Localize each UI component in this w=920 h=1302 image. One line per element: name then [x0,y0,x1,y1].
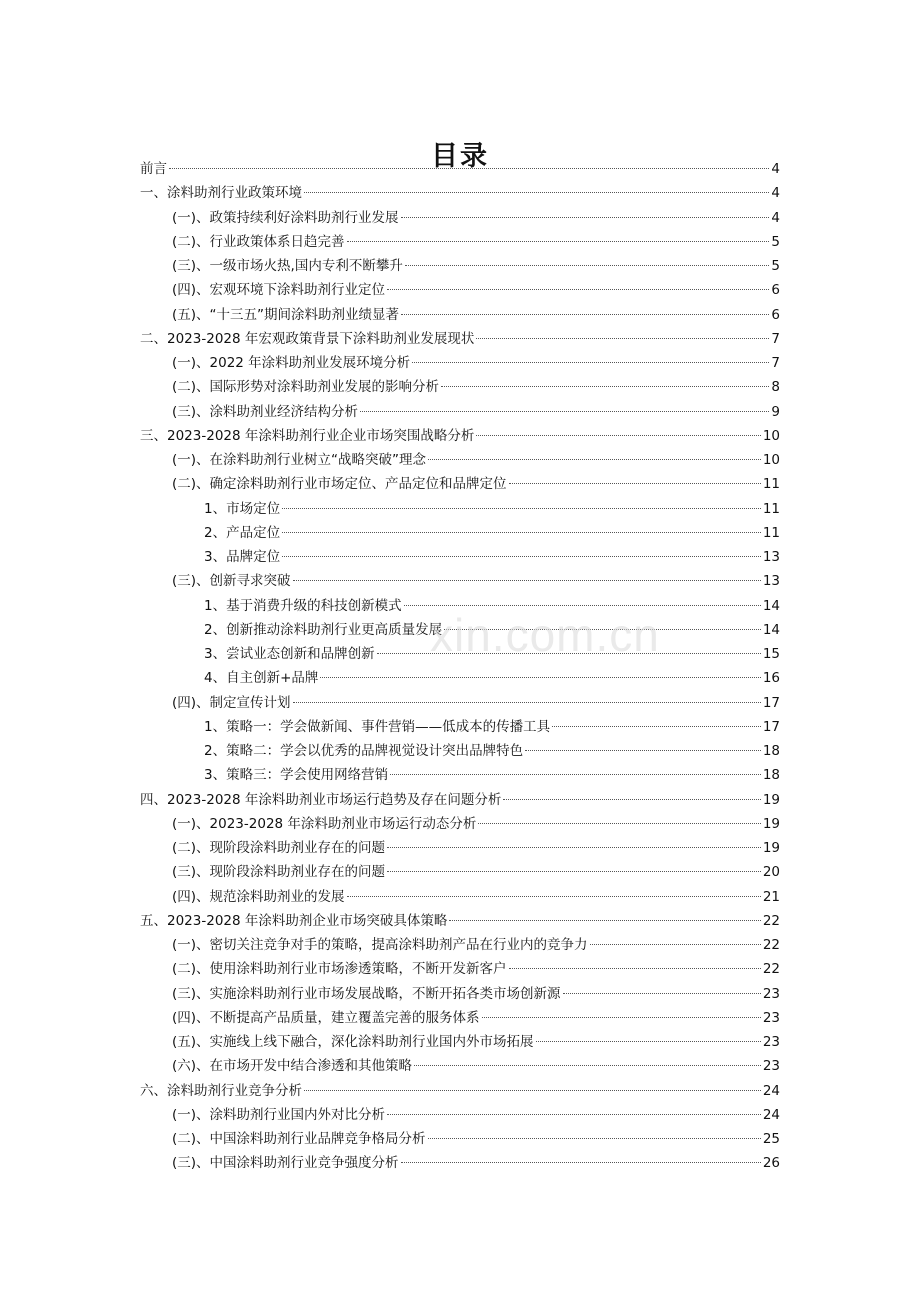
toc-entry-text: 3、品牌定位 [204,549,281,565]
toc-entry-text: (二)、国际形势对涂料助剂业发展的影响分析 [172,379,440,396]
toc-leader-dots [387,847,761,848]
toc-entry-text: (四)、不断提高产品质量，建立覆盖完善的服务体系 [172,1009,480,1026]
toc-leader-dots [552,726,761,727]
toc-page-number: 17 [762,718,780,735]
toc-page-number: 18 [762,743,780,759]
toc-entry-text: (五)、实施线上线下融合，深化涂料助剂行业国内外市场拓展 [172,1034,534,1050]
toc-entry[interactable] [140,642,780,666]
toc-entry[interactable] [140,666,780,690]
toc-page-number: 18 [762,767,780,784]
toc-entry[interactable] [140,375,780,399]
toc-leader-dots [590,944,761,945]
toc-page-number: 23 [762,1058,780,1075]
toc-entry-text: (三)、一级市场火热,国内专利不断攀升 [172,258,403,274]
toc-entry[interactable] [140,691,780,715]
toc-page-number: 5 [771,258,780,274]
toc-page-number: 19 [762,840,780,856]
toc-leader-dots [482,1017,761,1018]
toc-entry[interactable] [140,1054,780,1078]
toc-page-number: 15 [762,646,780,662]
toc-entry-text: (三)、现阶段涂料助剂业存在的问题 [172,864,386,881]
toc-entry[interactable] [140,763,780,787]
toc-leader-dots [304,192,769,193]
toc-entry[interactable] [140,836,780,860]
toc-entry-text: (三)、涂料助剂业经济结构分析 [172,403,359,420]
toc-leader-dots [478,823,760,824]
toc-entry-text: 2、产品定位 [204,524,281,541]
toc-leader-dots [282,556,761,557]
toc-entry-text: 4、自主创新+品牌 [204,670,319,687]
toc-leader-dots [476,338,769,339]
toc-leader-dots [441,386,769,387]
toc-entry-text: (一)、2023-2028 年涂料助剂业市场运行动态分析 [172,815,477,832]
toc-entry-text: (二)、现阶段涂料助剂业存在的问题 [172,840,386,856]
toc-entry-text: (四)、宏观环境下涂料助剂行业定位 [172,282,386,299]
toc-leader-dots [401,1162,761,1163]
toc-entry-text: (四)、制定宣传计划 [172,694,291,711]
toc-entry-text: (一)、涂料助剂行业国内外对比分析 [172,1106,386,1123]
toc-leader-dots [387,1114,761,1115]
toc-leader-dots [428,1138,761,1139]
toc-page-number: 10 [762,427,780,444]
toc-leader-dots [525,750,761,751]
toc-page-number: 7 [771,355,780,371]
toc-page-number: 19 [762,791,780,808]
toc-entry-text: 四、2023-2028 年涂料助剂业市场运行趋势及存在问题分析 [140,791,502,808]
toc-entry-text: 1、策略一：学会做新闻、事件营销——低成本的传播工具 [204,718,551,735]
table-of-contents [140,157,780,1176]
toc-entry-text: (一)、政策持续利好涂料助剂行业发展 [172,209,399,226]
toc-entry[interactable] [140,788,780,812]
toc-entry-text: (二)、使用涂料助剂行业市场渗透策略，不断开发新客户 [172,961,507,978]
toc-leader-dots [304,1090,761,1091]
toc-leader-dots [347,896,761,897]
toc-entry-text: 六、涂料助剂行业竞争分析 [140,1082,302,1099]
toc-page-number: 10 [762,452,780,468]
toc-leader-dots [536,1041,761,1042]
toc-leader-dots [347,241,770,242]
toc-page-number: 13 [762,549,780,565]
toc-page-number: 11 [762,476,780,493]
toc-entry[interactable] [140,569,780,593]
toc-entry[interactable] [140,472,780,496]
toc-page-number: 6 [771,282,780,299]
toc-leader-dots [293,702,761,703]
toc-entry[interactable] [140,1103,780,1127]
toc-entry[interactable] [140,885,780,909]
toc-entry-text: 2、策略二：学会以优秀的品牌视觉设计突出品牌特色 [204,743,524,759]
toc-leader-dots [449,920,760,921]
toc-page-number: 23 [762,985,780,1002]
toc-page-number: 7 [771,330,780,347]
toc-entry[interactable] [140,715,780,739]
toc-leader-dots [401,217,770,218]
toc-entry[interactable] [140,982,780,1006]
toc-page-number: 23 [762,1009,780,1026]
toc-entry[interactable] [140,933,780,957]
toc-page-number: 21 [762,888,780,905]
toc-leader-dots [169,168,769,169]
toc-entry[interactable] [140,230,780,254]
toc-entry-text: 二、2023-2028 年宏观政策背景下涂料助剂业发展现状 [140,330,475,347]
toc-leader-dots [401,314,769,315]
toc-leader-dots [320,677,760,678]
toc-entry-text: 2、创新推动涂料助剂行业更高质量发展 [204,621,443,638]
toc-entry[interactable] [140,303,780,327]
toc-entry[interactable] [140,497,780,521]
toc-leader-dots [390,774,761,775]
toc-entry-text: (六)、在市场开发中结合渗透和其他策略 [172,1058,413,1075]
toc-entry[interactable] [140,351,780,375]
toc-entry-text: (三)、中国涂料助剂行业竞争强度分析 [172,1155,399,1172]
toc-leader-dots [563,993,761,994]
toc-entry[interactable] [140,1006,780,1030]
toc-page-number: 11 [762,500,780,517]
toc-leader-dots [476,435,760,436]
toc-page-number: 4 [771,209,780,226]
toc-page-number: 14 [762,597,780,614]
toc-entry[interactable] [140,1030,780,1054]
toc-leader-dots [282,508,761,509]
toc-page-number: 11 [762,524,780,541]
toc-entry[interactable] [140,254,780,278]
toc-entry[interactable] [140,860,780,884]
toc-leader-dots [387,871,761,872]
toc-entry-text: (三)、实施涂料助剂行业市场发展战略，不断开拓各类市场创新源 [172,985,561,1002]
toc-page-number: 19 [762,815,780,832]
toc-leader-dots [509,968,761,969]
toc-entry-text: 1、市场定位 [204,500,281,517]
toc-entry-text: 3、尝试业态创新和品牌创新 [204,646,375,662]
toc-page-number: 16 [762,670,780,687]
toc-leader-dots [387,289,769,290]
toc-page-number: 22 [762,937,780,953]
toc-page-number: 20 [762,864,780,881]
toc-entry-text: 三、2023-2028 年涂料助剂行业企业市场突围战略分析 [140,427,475,444]
toc-entry[interactable] [140,278,780,302]
toc-page-number: 23 [762,1034,780,1050]
toc-page-number: 9 [771,403,780,420]
toc-entry-text: (二)、行业政策体系日趋完善 [172,233,345,250]
toc-entry[interactable] [140,206,780,230]
toc-entry[interactable] [140,618,780,642]
toc-entry-text: (五)、“十三五”期间涂料助剂业绩显著 [172,306,400,323]
toc-leader-dots [282,532,761,533]
toc-page-number: 4 [771,185,780,202]
toc-entry[interactable] [140,909,780,933]
toc-leader-dots [444,629,761,630]
toc-entry[interactable] [140,812,780,836]
toc-entry[interactable] [140,1079,780,1103]
toc-page-number: 6 [771,306,780,323]
toc-page-number: 4 [771,161,780,177]
toc-entry[interactable] [140,521,780,545]
toc-page-number: 14 [762,621,780,638]
toc-page-number: 22 [762,912,780,929]
toc-entry-text: (四)、规范涂料助剂业的发展 [172,888,345,905]
toc-entry-text: (一)、2022 年涂料助剂业发展环境分析 [172,355,411,371]
toc-entry[interactable] [140,1127,780,1151]
toc-page-number: 22 [762,961,780,978]
toc-leader-dots [428,459,761,460]
toc-entry[interactable] [140,545,780,569]
toc-leader-dots [360,411,769,412]
toc-entry-text: (一)、密切关注竞争对手的策略，提高涂料助剂产品在行业内的竞争力 [172,937,588,953]
toc-page-number: 13 [762,573,780,590]
toc-leader-dots [509,483,761,484]
toc-page-number: 5 [771,233,780,250]
toc-leader-dots [405,265,770,266]
toc-entry[interactable] [140,181,780,205]
toc-entry-text: 前言 [140,161,167,177]
toc-page-number: 26 [762,1155,780,1172]
toc-entry-text: (三)、创新寻求突破 [172,573,291,590]
toc-page-number: 25 [762,1131,780,1147]
toc-leader-dots [377,653,761,654]
toc-page-number: 24 [762,1106,780,1123]
toc-entry-text: 一、涂料助剂行业政策环境 [140,185,302,202]
toc-leader-dots [404,605,761,606]
toc-entry[interactable] [140,1151,780,1175]
toc-page-number: 8 [771,379,780,396]
toc-entry[interactable] [140,400,780,424]
toc-entry[interactable] [140,157,780,181]
toc-entry[interactable] [140,739,780,763]
toc-entry-text: (二)、中国涂料助剂行业品牌竞争格局分析 [172,1131,426,1147]
toc-entry-text: 1、基于消费升级的科技创新模式 [204,597,402,614]
toc-leader-dots [293,580,761,581]
toc-entry[interactable] [140,424,780,448]
page-title: 目录 [431,141,489,173]
toc-page-number: 17 [762,694,780,711]
toc-leader-dots [414,1065,761,1066]
toc-leader-dots [412,362,769,363]
toc-page-number: 24 [762,1082,780,1099]
toc-entry[interactable] [140,448,780,472]
toc-entry-text: 五、2023-2028 年涂料助剂企业市场突破具体策略 [140,912,448,929]
watermark: xin.com.cn [430,609,660,661]
toc-entry-text: 3、策略三：学会使用网络营销 [204,767,389,784]
toc-entry-text: (一)、在涂料助剂行业树立“战略突破”理念 [172,452,427,468]
toc-leader-dots [503,799,760,800]
toc-entry[interactable] [140,594,780,618]
toc-entry[interactable] [140,327,780,351]
toc-entry-text: (二)、确定涂料助剂行业市场定位、产品定位和品牌定位 [172,476,507,493]
toc-entry[interactable] [140,957,780,981]
